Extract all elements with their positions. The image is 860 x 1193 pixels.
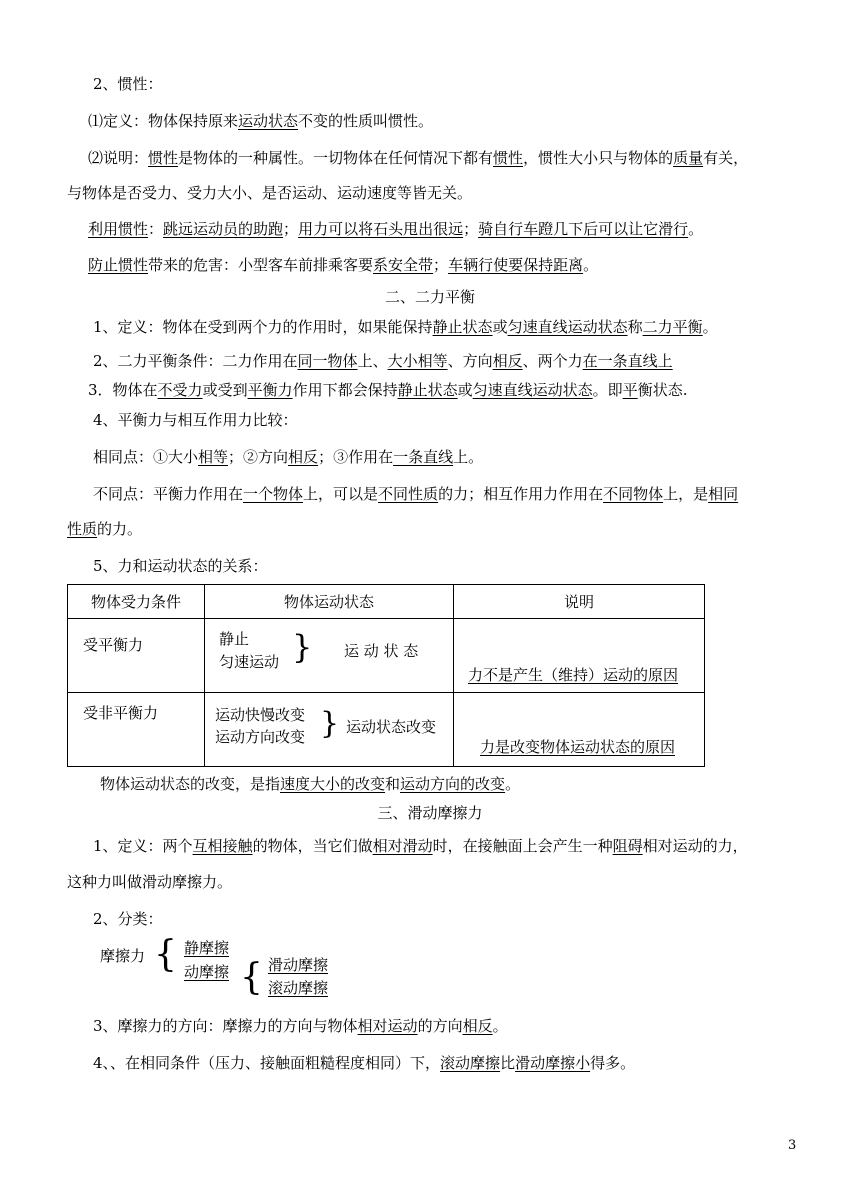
table-row [68, 619, 705, 693]
section-heading-friction: 三、滑动摩擦力 [377, 804, 483, 822]
sliding-friction: 滑动摩擦 [268, 956, 329, 974]
table-cell: 受平衡力 [68, 619, 205, 693]
table-cell: 运动快慢改变 运动方向改变 } 运动状态改变 [205, 693, 454, 767]
table-header-cell: 物体受力条件 [68, 585, 205, 619]
table-cell: 力不是产生（维持）运动的原因 [454, 619, 705, 693]
friction-definition: 1、定义：两个互相接触的物体，当它们做相对滑动时，在接触面上会产生一种阻碍相对运动的力， [93, 837, 748, 855]
friction-classify-title: 2、分类： [93, 910, 163, 928]
table-cell: 力是改变物体运动状态的原因 [454, 693, 705, 767]
friction-definition-line2: 这种力叫做滑动摩擦力。 [67, 873, 233, 891]
balance-compare-diff: 不同点：平衡力作用在一个物体上，可以是不同性质的力；相互作用力作用在不同物体上，是相同 [93, 485, 739, 503]
static-friction: 静摩擦 [184, 939, 230, 957]
relation-title: 5、力和运动状态的关系： [93, 557, 268, 575]
inertia-explanation-line2: 与物体是否受力、受力大小、是否运动、运动速度等皆无关。 [67, 184, 473, 202]
balance-condition: 2、二力平衡条件：二力作用在同一物体上、大小相等、方向相反、两个力在一条直线上 [93, 352, 673, 370]
inertia-title: 2、惯性： [93, 75, 163, 93]
balance-state: 3．物体在不受力或受到平衡力作用下都会保持静止状态或匀速直线运动状态。即平衡状态. [88, 381, 688, 399]
balance-definition: 1、定义：物体在受到两个力的作用时，如果能保持静止状态或匀速直线运动状态称二力平衡。 [93, 318, 718, 336]
inertia-definition: ⑴定义：物体保持原来运动状态不变的性质叫惯性。 [88, 112, 434, 130]
friction-root: 摩擦力 [100, 947, 146, 965]
right-brace-icon: } [292, 628, 313, 666]
table-row [68, 693, 705, 767]
balance-compare-same: 相同点：①大小相等；②方向相反；③作用在一条直线上。 [93, 448, 484, 466]
balance-compare-diff-line2: 性质的力。 [67, 520, 143, 538]
inertia-explanation: ⑵说明：惯性是物体的一种属性。一切物体在任何情况下都有惯性，惯性大小只与物体的质量有关， [88, 149, 749, 167]
left-brace-icon: { [240, 957, 263, 998]
right-brace-icon: } [320, 706, 340, 741]
table-header-cell: 物体运动状态 [205, 585, 454, 619]
section-heading-balance: 二、二力平衡 [384, 288, 475, 306]
inertia-prevent: 防止惯性带来的危害：小型客车前排乘客要系安全带；车辆行使要保持距离。 [88, 256, 599, 274]
rolling-friction: 滚动摩擦 [268, 979, 329, 997]
kinetic-friction: 动摩擦 [184, 963, 230, 981]
force-motion-table [67, 584, 705, 767]
left-brace-icon: { [154, 934, 177, 975]
table-header-row [68, 585, 705, 619]
friction-compare: 4、、在相同条件（压力、接触面粗糙程度相同）下，滚动摩擦比滑动摩擦小得多。 [93, 1054, 636, 1072]
table-cell: 静止 匀速运动 } 运 动 状 态 [205, 619, 454, 693]
balance-compare-title: 4、平衡力与相互作用力比较： [93, 411, 298, 429]
friction-direction: 3、摩擦力的方向：摩擦力的方向与物体相对运动的方向相反。 [93, 1017, 508, 1035]
table-cell: 受非平衡力 [68, 693, 205, 767]
inertia-use: 利用惯性：跳远运动员的助跑；用力可以将石头甩出很远；骑自行车蹬几下后可以让它滑行。 [88, 220, 704, 238]
table-header-cell: 说明 [454, 585, 705, 619]
page-number: 3 [788, 1138, 797, 1153]
motion-change: 物体运动状态的改变，是指速度大小的改变和运动方向的改变。 [100, 775, 521, 793]
